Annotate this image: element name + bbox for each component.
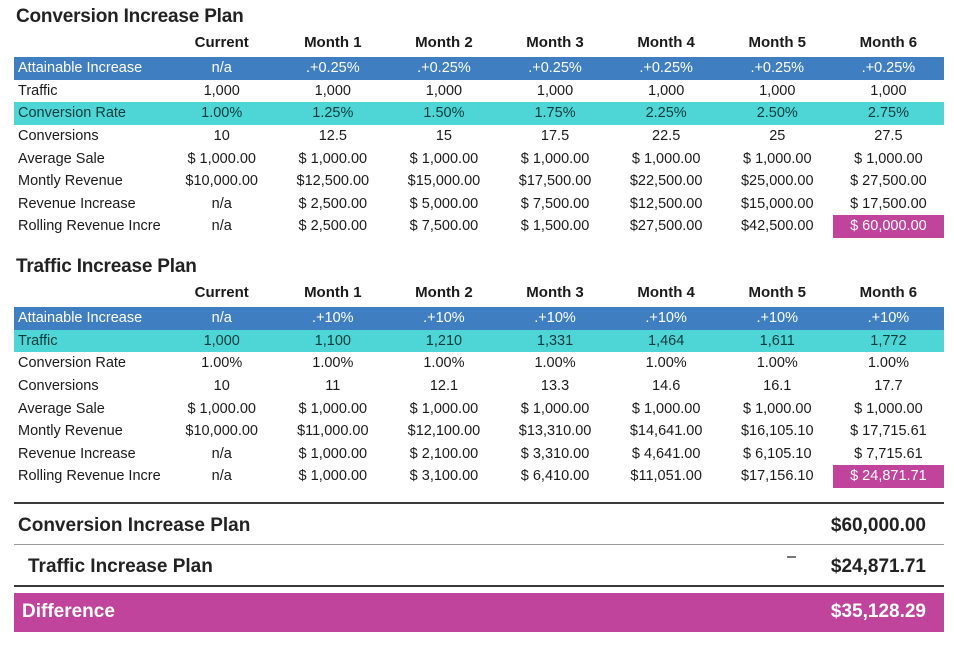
row-label: Attainable Increase xyxy=(14,57,166,80)
cell-month-5: 2.50% xyxy=(722,102,833,125)
table-row xyxy=(14,125,944,148)
cell-current: n/a xyxy=(211,468,232,485)
cell-month-2: $12,100.00 xyxy=(407,423,481,440)
section-spacer xyxy=(14,238,944,256)
cell-current: n/a xyxy=(211,218,232,235)
traffic-increase-plan-table xyxy=(14,281,944,488)
summary-value: $60,000.00 xyxy=(830,514,926,536)
table-row xyxy=(14,307,944,330)
cell-month-3: 1,331 xyxy=(499,330,610,353)
row-label: Rolling Revenue Incre xyxy=(18,468,161,485)
column-header-month-2: Month 2 xyxy=(415,34,473,51)
cell-month-2: 1.00% xyxy=(423,355,465,372)
column-header-month-1: Month 1 xyxy=(304,34,362,51)
cell-month-4: $12,500.00 xyxy=(629,195,703,212)
cell-current: n/a xyxy=(166,57,277,80)
table-row xyxy=(14,170,944,193)
section-title: Traffic Increase Plan xyxy=(16,255,197,277)
row-label: Conversion Rate xyxy=(18,355,126,372)
section-title: Conversion Increase Plan xyxy=(16,6,244,27)
cell-month-6: $ 1,000.00 xyxy=(854,400,923,417)
column-header-month-5: Month 5 xyxy=(748,283,806,301)
cell-month-3: $ 1,000.00 xyxy=(520,150,590,167)
cell-month-4: .+10% xyxy=(611,307,722,330)
cell-month-6: 1.00% xyxy=(867,355,909,372)
cell-month-1: $ 1,000.00 xyxy=(298,468,368,485)
cell-month-2: $ 7,500.00 xyxy=(409,218,479,235)
cell-month-3: $ 7,500.00 xyxy=(520,195,590,212)
row-label: Conversion Rate xyxy=(14,102,166,125)
cell-month-6: .+0.25% xyxy=(833,57,944,80)
cell-month-3: $ 1,000.00 xyxy=(520,400,590,417)
cell-month-4: 1,000 xyxy=(648,82,685,99)
cell-month-5: 1.00% xyxy=(756,355,798,372)
summary-divider-top xyxy=(14,502,944,504)
row-label: Rolling Revenue Incre xyxy=(18,218,161,235)
cell-month-3: $ 3,310.00 xyxy=(520,445,590,462)
summary-divider-middle xyxy=(14,544,944,545)
cell-month-3: 1.75% xyxy=(499,102,610,125)
cell-month-4: 14.6 xyxy=(652,377,681,394)
cell-month-2: 1.50% xyxy=(388,102,499,125)
cell-month-2: 12.1 xyxy=(429,377,459,394)
row-label: Conversions xyxy=(18,377,99,394)
cell-current: $ 1,000.00 xyxy=(187,150,256,167)
cell-month-4: 1.00% xyxy=(645,355,687,372)
cell-month-5: 1,611 xyxy=(722,330,833,353)
cell-month-6-highlight: $ 24,871.71 xyxy=(833,465,944,488)
column-header-month-3: Month 3 xyxy=(526,283,584,301)
cell-month-1: 12.5 xyxy=(318,128,347,145)
row-label: Average Sale xyxy=(18,150,105,167)
cell-month-1: $ 2,500.00 xyxy=(298,218,368,235)
row-label: Montly Revenue xyxy=(18,173,123,190)
column-header-month-6: Month 6 xyxy=(859,34,918,51)
cell-month-5: $16,105.10 xyxy=(740,423,814,440)
cell-current: 1,000 xyxy=(203,82,240,99)
column-header-month-4: Month 4 xyxy=(637,34,695,51)
summary-label: Difference xyxy=(22,600,115,622)
cell-month-1: $ 1,000.00 xyxy=(298,400,368,417)
column-header-current: Current xyxy=(194,283,249,301)
column-header-month-1: Month 1 xyxy=(304,283,362,301)
cell-month-1: .+10% xyxy=(277,307,388,330)
cell-current: 1,000 xyxy=(166,330,277,353)
cell-month-5: .+10% xyxy=(722,307,833,330)
cell-month-3: $17,500.00 xyxy=(518,173,592,190)
cell-month-2: $ 1,000.00 xyxy=(409,150,479,167)
summary-value: $24,871.71 xyxy=(830,555,926,577)
cell-current: $10,000.00 xyxy=(185,423,258,440)
cell-month-3: 1.00% xyxy=(534,355,576,372)
cell-month-2: 15 xyxy=(435,128,452,145)
row-label: Traffic xyxy=(14,330,166,353)
cell-month-2: $ 3,100.00 xyxy=(409,468,479,485)
cell-month-5: 1,000 xyxy=(759,82,796,99)
cell-month-1: 1,000 xyxy=(314,82,351,99)
cell-month-5: $15,000.00 xyxy=(740,195,814,212)
table-header-row xyxy=(14,281,944,307)
cell-month-1: 11 xyxy=(325,377,341,394)
section-conversion-increase-plan xyxy=(14,6,944,238)
cell-month-5: $ 6,105.10 xyxy=(742,445,812,462)
cell-month-1: 1.00% xyxy=(312,355,354,372)
table-row xyxy=(14,102,944,125)
cell-month-5: 16.1 xyxy=(763,377,792,394)
cell-month-5: 25 xyxy=(769,128,786,145)
cell-month-1: $ 2,500.00 xyxy=(298,195,368,212)
cell-month-2: .+0.25% xyxy=(388,57,499,80)
cell-month-5: .+0.25% xyxy=(722,57,833,80)
cell-month-6: $ 17,715.61 xyxy=(850,423,927,440)
cell-current: n/a xyxy=(211,445,232,462)
cell-month-6: $ 27,500.00 xyxy=(850,173,927,190)
cell-month-2: 1,210 xyxy=(388,330,499,353)
cell-current: 10 xyxy=(213,128,230,145)
cell-month-4: $ 1,000.00 xyxy=(631,400,701,417)
table-row xyxy=(14,375,944,398)
cell-month-1: $ 1,000.00 xyxy=(298,150,368,167)
table-row xyxy=(14,330,944,353)
cell-month-4: $11,051.00 xyxy=(630,468,702,485)
cell-current: n/a xyxy=(166,307,277,330)
cell-month-2: $15,000.00 xyxy=(407,173,481,190)
column-header-month-6: Month 6 xyxy=(859,283,918,301)
cell-month-1: $12,500.00 xyxy=(296,173,370,190)
column-header-blank xyxy=(14,31,166,57)
row-label: Traffic xyxy=(18,82,58,99)
cell-month-4: $27,500.00 xyxy=(629,218,703,235)
cell-month-2: $ 1,000.00 xyxy=(409,400,479,417)
row-label: Conversions xyxy=(18,128,99,145)
conversion-increase-plan-table xyxy=(14,31,944,238)
column-header-month-4: Month 4 xyxy=(637,283,695,301)
cell-month-4: $14,641.00 xyxy=(629,423,703,440)
cell-current: $ 1,000.00 xyxy=(187,400,256,417)
cell-month-2: $ 2,100.00 xyxy=(409,445,479,462)
row-label: Attainable Increase xyxy=(14,307,166,330)
row-label: Montly Revenue xyxy=(18,423,123,440)
summary-value: $35,128.29 xyxy=(830,600,926,622)
table-header-row xyxy=(14,31,944,57)
cell-month-6: 1,000 xyxy=(870,82,907,99)
cell-month-4: 2.25% xyxy=(611,102,722,125)
summary-row-traffic xyxy=(14,551,944,585)
table-row xyxy=(14,398,944,421)
cell-current: 10 xyxy=(213,377,230,394)
column-header-blank xyxy=(14,281,166,307)
summary-row-difference xyxy=(14,593,944,632)
cell-month-6: 1,772 xyxy=(833,330,944,353)
column-header-current: Current xyxy=(194,34,249,51)
cell-month-2: 1,000 xyxy=(425,82,463,99)
summary-label: Conversion Increase Plan xyxy=(18,514,251,536)
cell-month-6: $ 7,715.61 xyxy=(854,445,923,462)
cell-month-1: 1,100 xyxy=(277,330,388,353)
cell-month-6: 27.5 xyxy=(874,128,903,145)
cell-month-4: $22,500.00 xyxy=(629,173,703,190)
table-row xyxy=(14,148,944,171)
cell-month-3: $ 1,500.00 xyxy=(520,218,590,235)
cell-month-6: $ 17,500.00 xyxy=(850,195,927,212)
table-row xyxy=(14,420,944,443)
cell-month-3: 13.3 xyxy=(540,377,570,394)
cell-month-6-highlight: $ 60,000.00 xyxy=(833,215,944,238)
cell-month-5: $42,500.00 xyxy=(740,218,814,235)
cell-month-5: $ 1,000.00 xyxy=(742,400,812,417)
cell-month-6: .+10% xyxy=(833,307,944,330)
cell-month-5: $ 1,000.00 xyxy=(742,150,812,167)
cell-current: n/a xyxy=(211,195,232,212)
cell-month-3: .+0.25% xyxy=(499,57,610,80)
cell-month-5: $25,000.00 xyxy=(740,173,814,190)
cell-month-4: 22.5 xyxy=(652,128,681,145)
stray-mark xyxy=(787,556,796,558)
summary-label: Traffic Increase Plan xyxy=(28,555,213,577)
cell-month-3: $13,310.00 xyxy=(518,423,592,440)
cell-month-1: $ 1,000.00 xyxy=(298,445,368,462)
cell-month-3: $ 6,410.00 xyxy=(520,468,590,485)
cell-month-2: .+10% xyxy=(388,307,499,330)
cell-month-3: .+10% xyxy=(499,307,610,330)
cell-month-4: $ 1,000.00 xyxy=(631,150,701,167)
table-row xyxy=(14,443,944,466)
column-header-month-3: Month 3 xyxy=(526,34,584,51)
row-label: Revenue Increase xyxy=(18,195,136,212)
table-row xyxy=(14,352,944,375)
cell-month-6: $ 1,000.00 xyxy=(854,150,923,167)
table-row xyxy=(14,57,944,80)
cell-month-1: $11,000.00 xyxy=(297,423,369,440)
summary-block xyxy=(14,502,944,632)
cell-month-5: $17,156.10 xyxy=(740,468,814,485)
row-label: Revenue Increase xyxy=(18,445,136,462)
section-traffic-increase-plan xyxy=(14,256,944,488)
column-header-month-5: Month 5 xyxy=(748,34,806,51)
cell-current: $10,000.00 xyxy=(185,173,258,190)
column-header-month-2: Month 2 xyxy=(415,283,473,301)
cell-month-4: .+0.25% xyxy=(611,57,722,80)
row-label: Average Sale xyxy=(18,400,105,417)
table-row xyxy=(14,193,944,216)
cell-current: 1.00% xyxy=(166,102,277,125)
table-row xyxy=(14,215,944,238)
cell-month-2: $ 5,000.00 xyxy=(409,195,479,212)
cell-month-1: .+0.25% xyxy=(277,57,388,80)
table-row xyxy=(14,465,944,488)
cell-month-6: 17.7 xyxy=(874,377,903,394)
cell-month-3: 1,000 xyxy=(536,82,574,99)
table-row xyxy=(14,80,944,103)
cell-month-3: 17.5 xyxy=(540,128,570,145)
summary-divider-bottom xyxy=(14,585,944,587)
summary-row-conversion xyxy=(14,510,944,544)
cell-month-4: $ 4,641.00 xyxy=(631,445,701,462)
cell-month-4: 1,464 xyxy=(611,330,722,353)
cell-month-6: 2.75% xyxy=(833,102,944,125)
cell-current: 1.00% xyxy=(201,355,243,372)
cell-month-1: 1.25% xyxy=(277,102,388,125)
